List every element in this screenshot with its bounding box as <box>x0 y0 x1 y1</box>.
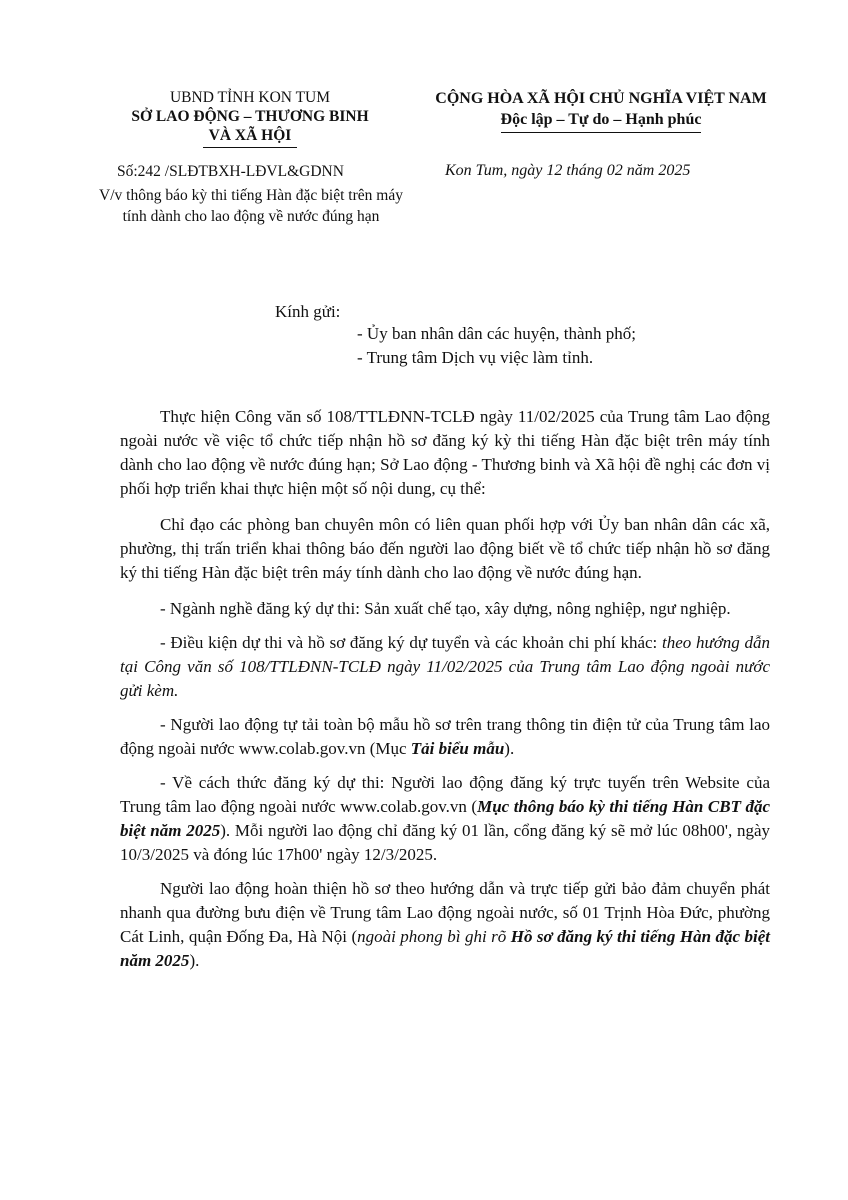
place-date: Kon Tum, ngày 12 tháng 02 năm 2025 <box>445 162 691 179</box>
paragraph-italic-text: ngoài phong bì ghi rõ <box>357 927 511 946</box>
body-paragraph <box>120 877 770 973</box>
paragraph-text: Người lao động hoàn thiện hồ sơ theo hướng dẫn và trực tiếp gửi bảo đảm chuyển phát nhanh qua đường bưu điện về Trung tâm Lao động ngoài nước, số 01 Trịnh Hòa Đức, phường Cát Linh, quận Đống Đa, Hà Nội ( <box>120 879 770 946</box>
department-name: SỞ LAO ĐỘNG – THƯƠNG BINH <box>131 108 369 125</box>
paragraph-text: ). <box>189 951 200 970</box>
paragraph-text: ). <box>504 739 515 758</box>
paragraph-bold-italic-text: Mục thông báo kỳ thi tiếng Hàn CBT đặc biệt năm 2025 <box>120 797 770 840</box>
body-paragraph <box>120 771 770 867</box>
national-header <box>415 88 787 130</box>
paragraph-text: - Về cách thức đăng ký dự thi: Người lao động đăng ký trực tuyến trên Website của Trung tâm lao động ngoài nước www.colab.gov.vn ( <box>120 773 770 816</box>
body-paragraph: Thực hiện Công văn số 108/TTLĐNN-TCLĐ ngày 11/02/2025 của Trung tâm Lao động ngoài nước về việc tổ chức tiếp nhận hồ sơ đăng ký kỳ thi tiếng Hàn đặc biệt trên máy tính dành cho lao động về nước đúng hạn; Sở Lao động - Thương binh và Xã hội đề nghị các đơn vị phối hợp triển khai thực hiện một số nội dung, cụ thể: <box>120 407 770 498</box>
paragraph-text: - Điều kiện dự thi và hồ sơ đăng ký dự tuyển và các khoản chi phí khác: <box>160 633 662 652</box>
document-number: Số:242 /SLĐTBXH-LĐVL&GDNN <box>117 163 344 180</box>
issuing-agency <box>100 88 400 145</box>
paragraph-bold-italic-text: Tải biểu mẫu <box>410 739 505 758</box>
recipient-item: - Trung tâm Dịch vụ việc làm tỉnh. <box>357 348 594 367</box>
body-paragraph <box>120 631 770 703</box>
document-body <box>120 405 770 985</box>
department-name-cont: VÀ XÃ HỘI <box>208 127 292 144</box>
recipient-item: - Ủy ban nhân dân các huyện, thành phố; <box>357 324 636 343</box>
body-paragraph <box>120 713 770 761</box>
document-summary: V/v thông báo kỳ thi tiếng Hàn đặc biệt trên máy tính dành cho lao động về nước đúng hạn <box>99 187 403 225</box>
country-name: CỘNG HÒA XÃ HỘI CHỦ NGHĨA VIỆT NAM <box>435 90 767 107</box>
paragraph-text: ). Mỗi người lao động chỉ đăng ký 01 lần, cổng đăng ký sẽ mở lúc 08h00', ngày 10/3/2025 và đóng lúc 17h00' ngày 12/3/2025. <box>120 821 771 864</box>
paragraph-italic-text: theo hướng dẫn tại Công văn số 108/TTLĐNN-TCLĐ ngày 11/02/2025 của Trung tâm Lao động ngoài nước gửi kèm. <box>120 633 770 700</box>
paragraph-bold-italic-text: Hồ sơ đăng ký thi tiếng Hàn đặc biệt năm 2025 <box>120 927 770 970</box>
body-paragraph: - Ngành nghề đăng ký dự thi: Sản xuất chế tạo, xây dựng, nông nghiệp, ngư nghiệp. <box>160 599 731 618</box>
recipient-list <box>357 322 636 370</box>
body-paragraph: Chỉ đạo các phòng ban chuyên môn có liên quan phối hợp với Ủy ban nhân dân các xã, phường, thị trấn triển khai thông báo đến người lao động biết về tổ chức tiếp nhận hồ sơ đăng ký thi tiếng Hàn đặc biệt trên máy tính dành cho lao động về nước đúng hạn. <box>120 515 770 582</box>
national-motto: Độc lập – Tự do – Hạnh phúc <box>500 111 702 128</box>
paragraph-text: - Người lao động tự tải toàn bộ mẫu hồ sơ trên trang thông tin điện tử của Trung tâm lao động ngoài nước www.colab.gov.vn (Mục <box>120 715 770 758</box>
province-committee: UBND TỈNH KON TUM <box>169 89 331 106</box>
greeting: Kính gửi: <box>275 302 341 321</box>
